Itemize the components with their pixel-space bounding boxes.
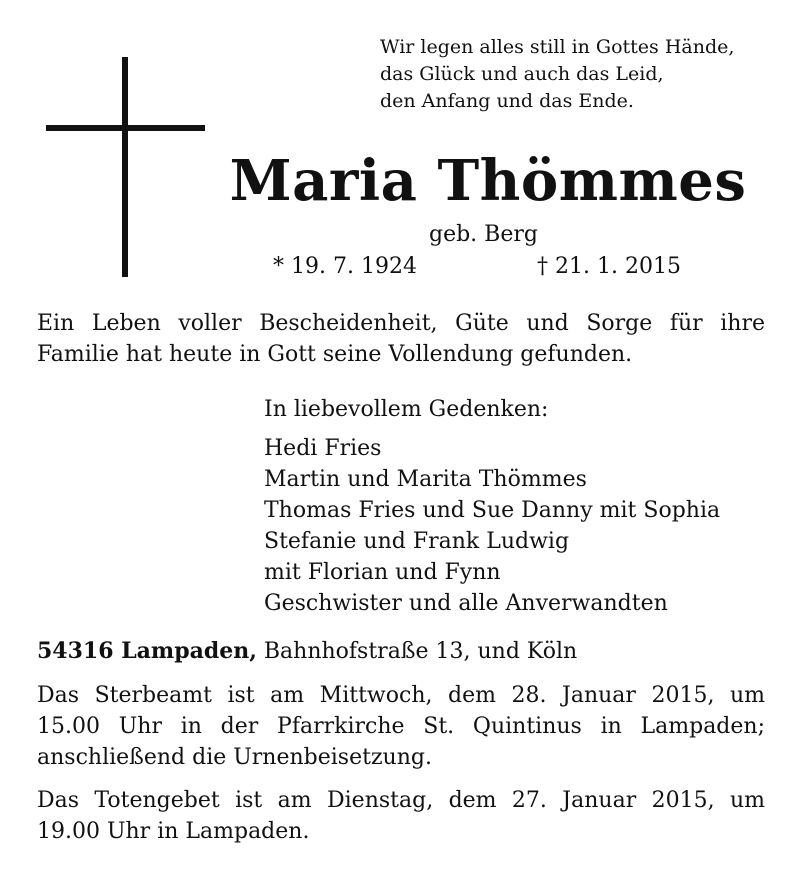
verse: [380, 34, 734, 115]
deceased-name: Maria Thömmes: [229, 148, 747, 214]
mourners-list: [264, 394, 720, 619]
birth-date: * 19. 7. 1924: [273, 254, 417, 279]
born-name: geb. Berg: [429, 222, 538, 247]
prayer-info: [37, 785, 765, 847]
intro-line: Familie hat heute in Gott seine Vollendung gefunden.: [37, 342, 633, 367]
cross-horizontal-bar: [46, 125, 205, 131]
verse-line: das Glück und auch das Leid,: [380, 63, 664, 85]
mourners-heading: In liebevollem Gedenken:: [264, 397, 549, 422]
address: [37, 638, 577, 664]
prayer-line: Das Totengebet ist am Dienstag, dem 27. Januar 2015, um: [37, 788, 765, 813]
mourner-name: Thomas Fries und Sue Danny mit Sophia: [264, 498, 721, 523]
mourner-name: Martin und Marita Thömmes: [264, 467, 587, 492]
mourner-name: Geschwister und alle Anverwandten: [264, 591, 668, 616]
service-info: [37, 680, 765, 773]
service-line: anschließend die Urnenbeisetzung.: [37, 745, 432, 770]
prayer-line: 19.00 Uhr in Lampaden.: [37, 819, 310, 844]
mourner-name: Hedi Fries: [264, 436, 382, 461]
intro-line: Ein Leben voller Bescheidenheit, Güte und Sorge für ihre: [37, 311, 765, 336]
mourner-name: mit Florian und Fynn: [264, 560, 501, 585]
address-street: Bahnhofstraße 13, und Köln: [256, 639, 578, 664]
service-line: 15.00 Uhr in der Pfarrkirche St. Quintinus in Lampaden;: [37, 714, 765, 739]
intro-text: [37, 308, 765, 370]
service-line: Das Sterbeamt ist am Mittwoch, dem 28. Januar 2015, um: [37, 683, 765, 708]
address-place: 54316 Lampaden,: [37, 638, 257, 664]
death-date: † 21. 1. 2015: [537, 254, 681, 279]
verse-line: den Anfang und das Ende.: [380, 90, 634, 112]
mourner-name: Stefanie und Frank Ludwig: [264, 529, 570, 554]
verse-line: Wir legen alles still in Gottes Hände,: [380, 36, 735, 58]
